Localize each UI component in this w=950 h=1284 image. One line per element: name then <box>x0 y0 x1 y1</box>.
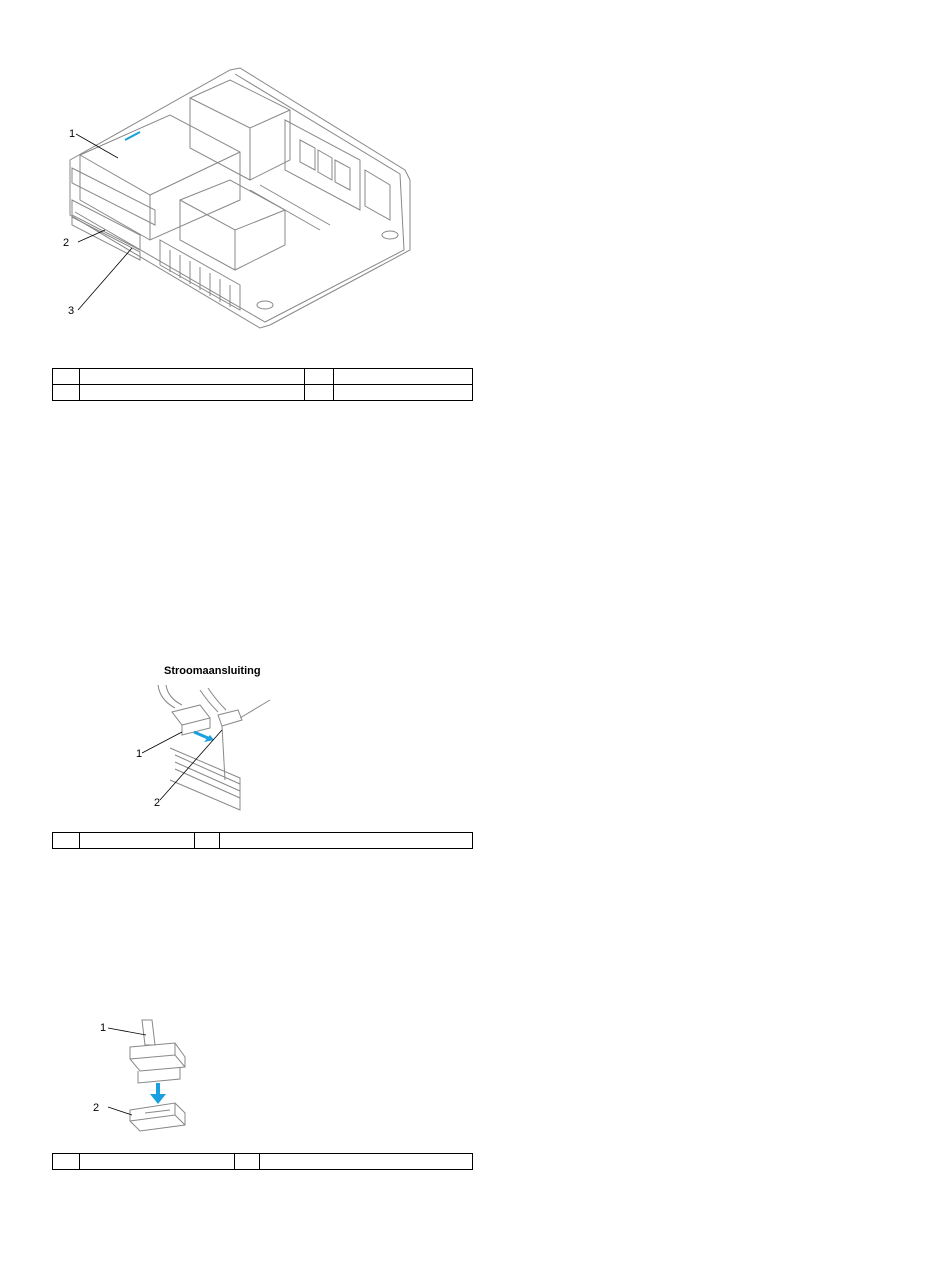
legend-cell <box>220 833 473 849</box>
power-connector-illustration <box>130 660 290 815</box>
legend-cell <box>195 833 220 849</box>
callout-1: 1 <box>69 128 76 140</box>
callout-1: 1 <box>136 748 143 760</box>
figure-power-connector <box>130 660 290 815</box>
legend-cell <box>53 369 80 385</box>
legend-cell <box>53 833 80 849</box>
legend-cell <box>334 385 473 401</box>
figure-data-cable-connector <box>90 1015 200 1140</box>
legend-cell <box>235 1154 260 1170</box>
legend-table-power-connector <box>52 832 473 849</box>
legend-cell <box>305 385 334 401</box>
legend-cell <box>305 369 334 385</box>
legend-cell <box>53 385 80 401</box>
legend-cell <box>80 833 195 849</box>
legend-cell <box>80 369 305 385</box>
callout-2: 2 <box>63 237 70 249</box>
legend-cell <box>80 1154 235 1170</box>
legend-cell <box>53 1154 80 1170</box>
legend-table-data-cable-connector <box>52 1153 473 1170</box>
table-row <box>53 1154 473 1170</box>
legend-table-computer-interior <box>52 368 473 401</box>
table-row <box>53 369 473 385</box>
legend-cell <box>80 385 305 401</box>
legend-cell <box>334 369 473 385</box>
callout-1: 1 <box>100 1022 107 1034</box>
data-cable-connector-illustration <box>90 1015 200 1140</box>
table-row <box>53 385 473 401</box>
callout-2: 2 <box>93 1102 100 1114</box>
callout-3: 3 <box>68 305 75 317</box>
figure-heading: Stroomaansluiting <box>164 665 261 677</box>
legend-cell <box>260 1154 473 1170</box>
computer-interior-illustration <box>60 60 420 335</box>
table-row <box>53 833 473 849</box>
callout-2: 2 <box>154 797 161 809</box>
figure-computer-interior <box>60 60 420 335</box>
